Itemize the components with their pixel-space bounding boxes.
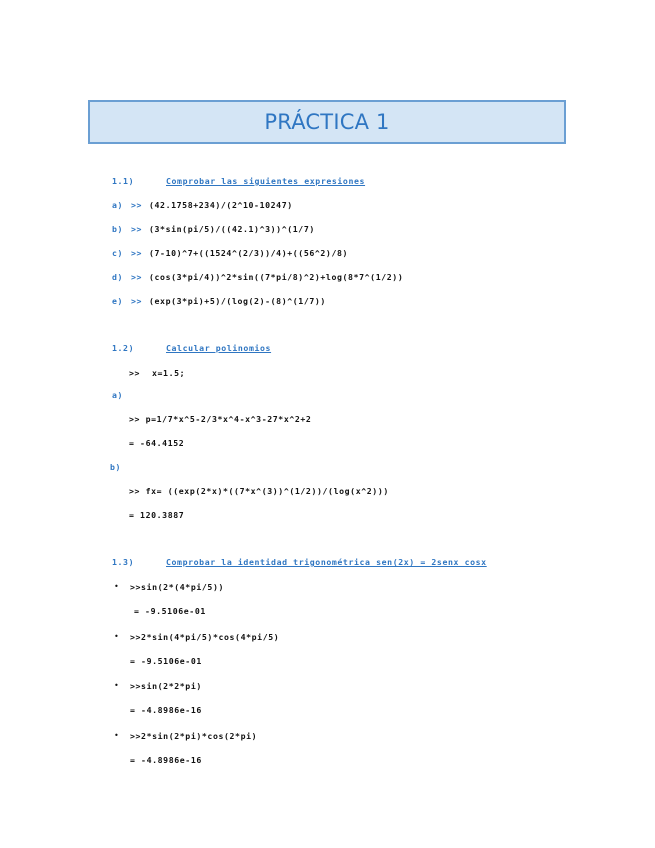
title-box — [88, 100, 566, 144]
page-title: PRÁCTICA 1 — [264, 110, 390, 134]
section-3-heading: Comprobar la identidad trigonométrica sen(2x) = 2senx cosx — [166, 557, 487, 567]
section-1-item-d-prompt: >> — [131, 272, 143, 282]
section-1-item-a-prompt: >> — [131, 200, 143, 210]
section-3-item-2-result: = -9.5106e-01 — [130, 656, 202, 666]
section-1-item-c-letter: c) — [112, 248, 124, 258]
section-1-item-a-letter: a) — [112, 200, 124, 210]
section-3-item-2-command: >>2*sin(4*pi/5)*cos(4*pi/5) — [130, 632, 280, 642]
section-1-item-d-letter: d) — [112, 272, 124, 282]
section-3-item-3-command: >>sin(2*2*pi) — [130, 681, 202, 691]
section-1-item-b-expr: (3*sin(pi/5)/((42.1)^3))^(1/7) — [149, 224, 315, 234]
section-1-item-e-expr: (exp(3*pi)+5)/(log(2)-(8)^(1/7)) — [149, 296, 326, 306]
section-1-item-c-expr: (7-10)^7+((1524^(2/3))/4)+((56^2)/8) — [149, 248, 349, 258]
section-1-item-d-expr: (cos(3*pi/4))^2*sin((7*pi/8)^2)+log(8*7^(1/2)) — [149, 272, 404, 282]
bullet-icon: • — [114, 731, 119, 740]
section-2-assign-expr: x=1.5; — [152, 368, 186, 378]
bullet-icon: • — [114, 681, 119, 690]
section-3-item-3-result: = -4.8986e-16 — [130, 705, 202, 715]
section-1-heading: Comprobar las siguientes expresiones — [166, 176, 366, 186]
section-3-number: 1.3) — [112, 557, 135, 567]
section-2-assign-prompt: >> — [129, 368, 141, 378]
section-3-item-4-result: = -4.8986e-16 — [130, 755, 202, 765]
section-1-number: 1.1) — [112, 176, 135, 186]
section-2-number: 1.2) — [112, 343, 135, 353]
section-2-a-result: = -64.4152 — [129, 438, 185, 448]
section-3-item-1-command: >>sin(2*(4*pi/5)) — [130, 582, 224, 592]
section-1-item-b-prompt: >> — [131, 224, 143, 234]
section-3-item-4-command: >>2*sin(2*pi)*cos(2*pi) — [130, 731, 258, 741]
section-3-item-1-result: = -9.5106e-01 — [134, 606, 206, 616]
section-1-item-a-expr: (42.1758+234)/(2^10-10247) — [149, 200, 293, 210]
section-1-item-e-prompt: >> — [131, 296, 143, 306]
section-2-a-label: a) — [112, 390, 124, 400]
bullet-icon: • — [114, 582, 119, 591]
section-1-item-b-letter: b) — [112, 224, 124, 234]
section-2-b-command: >> fx= ((exp(2*x)*((7*x^(3))^(1/2))/(log(x^2))) — [129, 486, 389, 496]
section-2-heading: Calcular polinomios — [166, 343, 272, 353]
bullet-icon: • — [114, 632, 119, 641]
section-2-b-label: b) — [110, 462, 122, 472]
section-1-item-e-letter: e) — [112, 296, 124, 306]
section-2-b-result: = 120.3887 — [129, 510, 185, 520]
section-2-a-command: >> p=1/7*x^5-2/3*x^4-x^3-27*x^2+2 — [129, 414, 312, 424]
section-1-item-c-prompt: >> — [131, 248, 143, 258]
